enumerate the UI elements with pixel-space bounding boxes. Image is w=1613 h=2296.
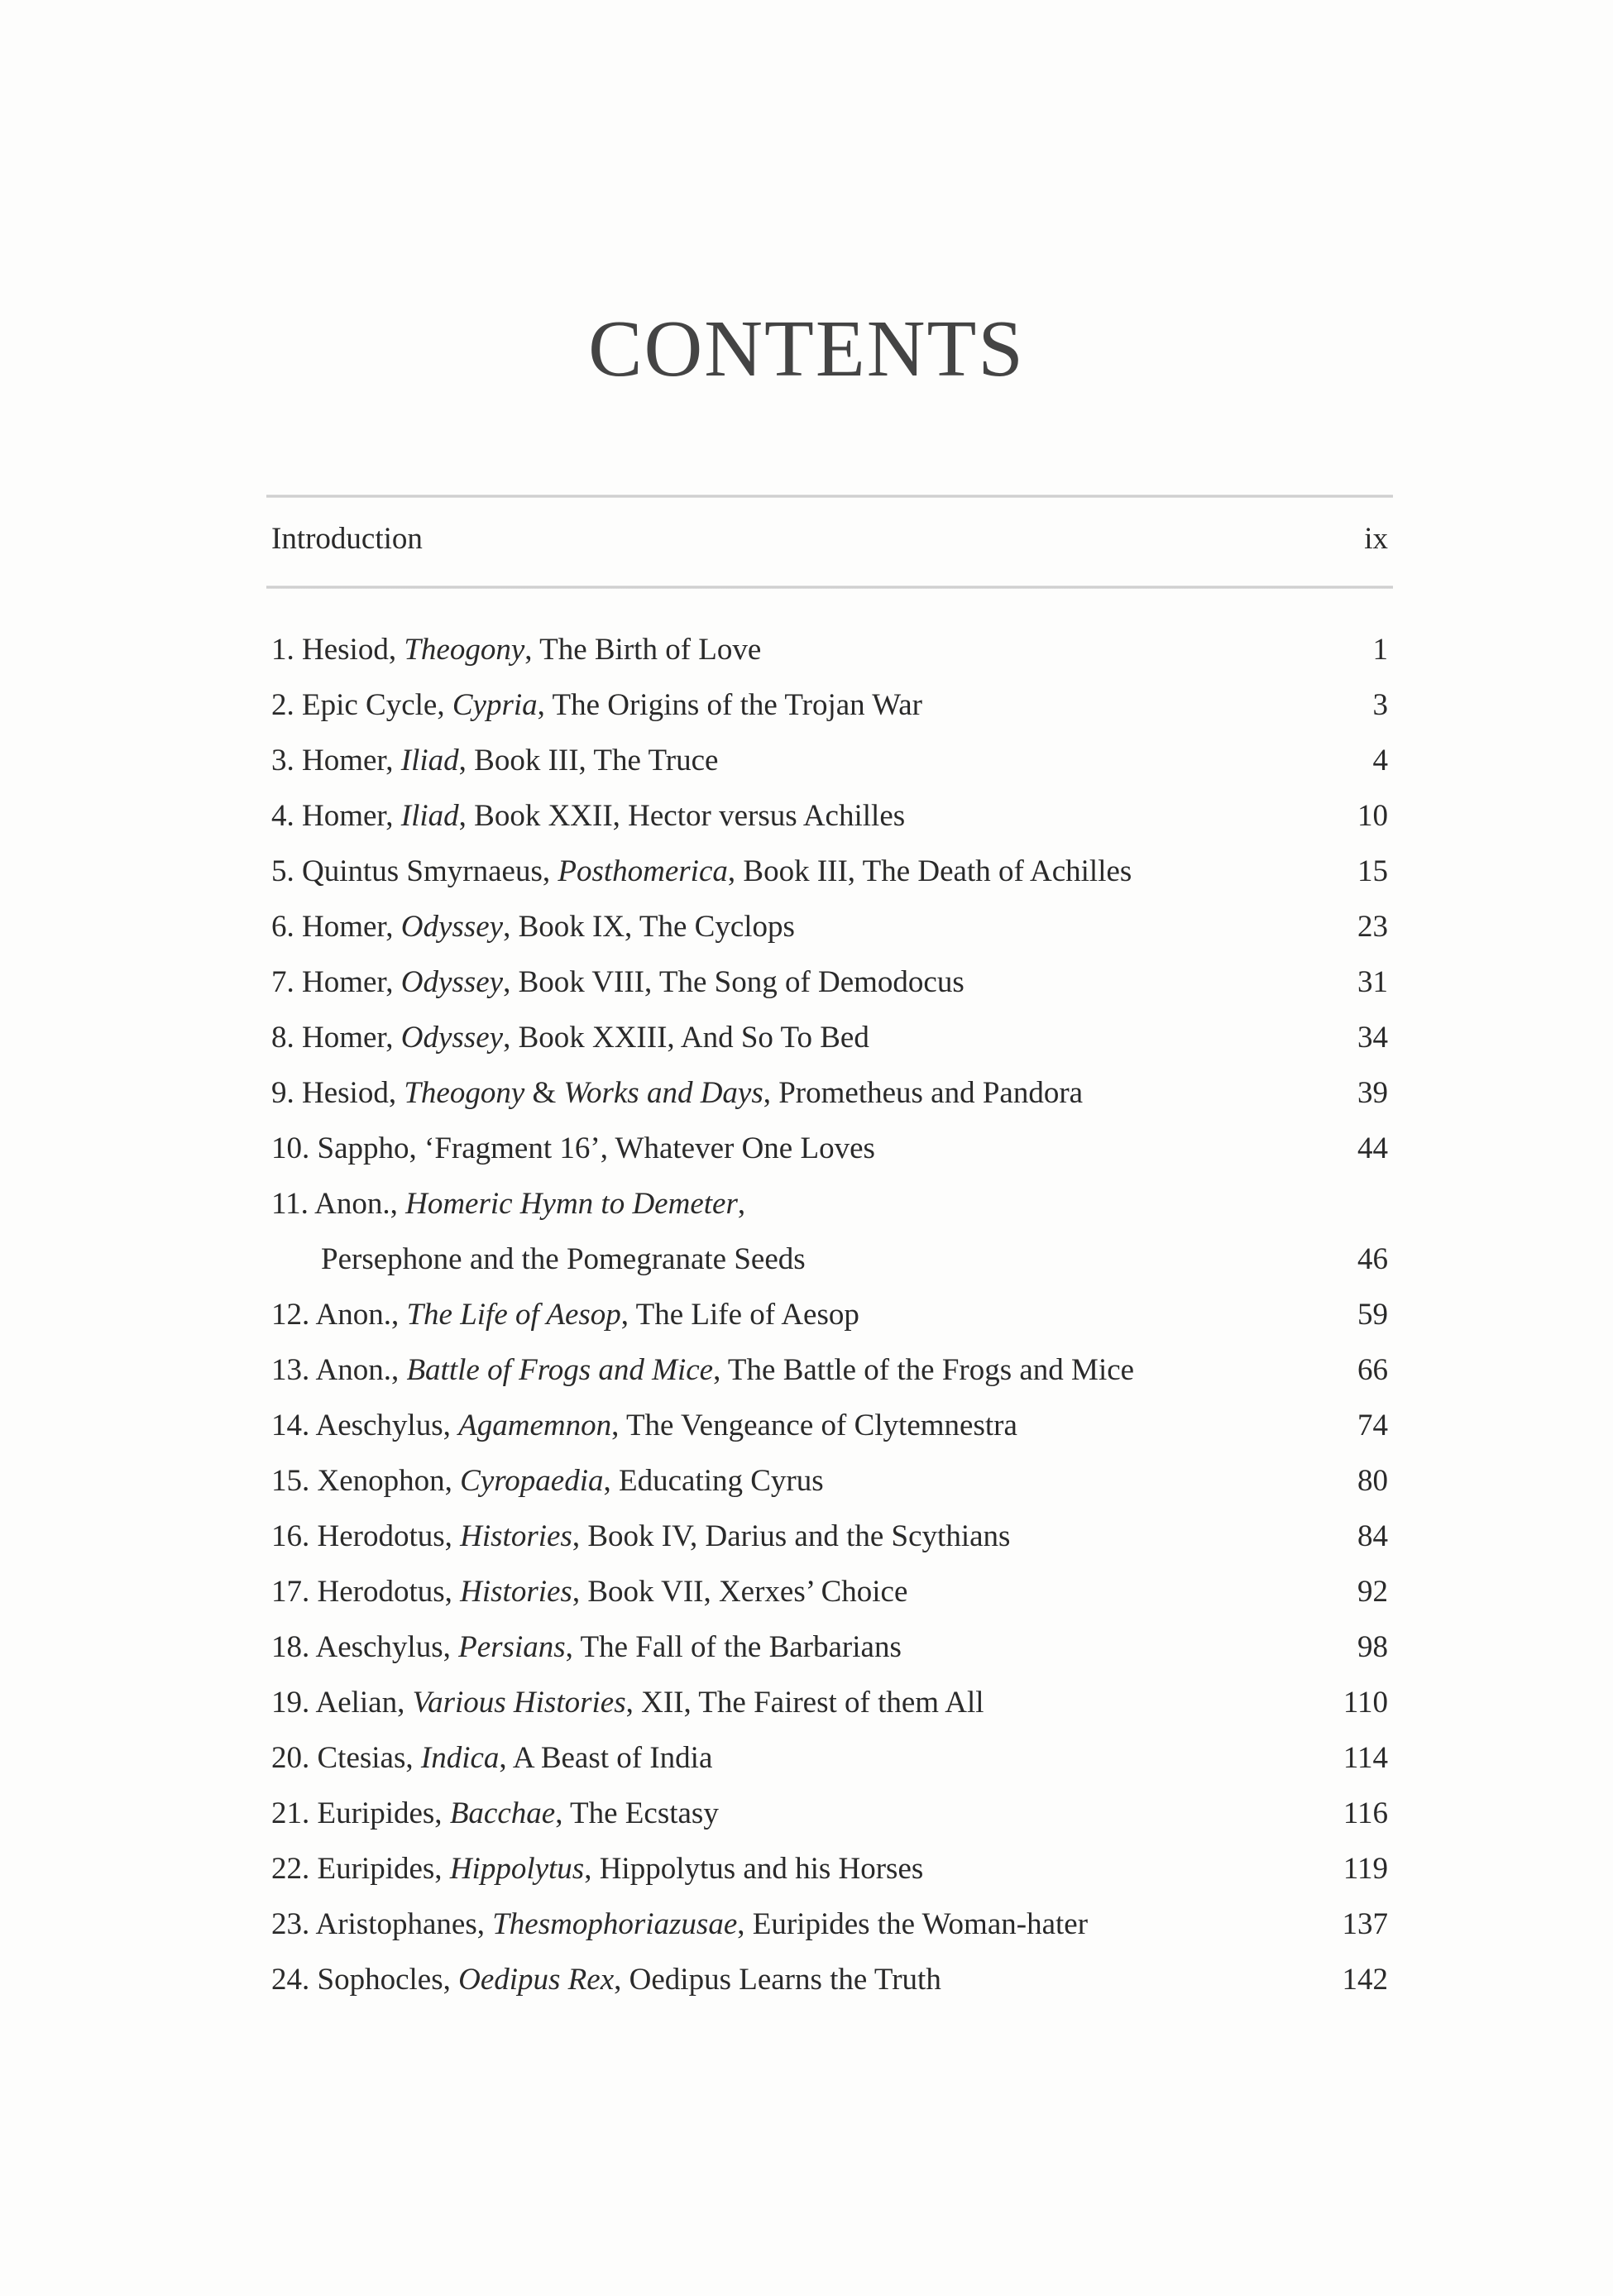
entry-title: Book XXIII, And So To Bed [518,1021,869,1055]
page-number: 39 [1357,1076,1388,1110]
entry-work: Iliad [400,744,459,777]
entry-title: Book III, The Truce [474,744,719,777]
entry-line [271,1897,1088,1952]
entry-title: The Ecstasy [570,1796,719,1830]
entry-line [271,1065,1083,1121]
entry-author: Aelian, [315,1686,405,1720]
entry-line [271,844,1132,899]
entry-line [271,1121,875,1176]
entry-number: 2. [271,688,294,722]
entry-text [271,1786,719,1841]
toc-entry[interactable] [271,1952,1388,2007]
entry-author: Ctesias, [317,1741,414,1775]
entry-separator: , [584,1852,592,1886]
page-number: 3 [1372,688,1388,722]
entry-line [271,1398,1017,1453]
entry-work: Posthomerica [558,854,728,888]
entry-author: Herodotus, [317,1575,452,1609]
entry-separator: , [503,910,511,944]
entry-number: 16. [271,1519,310,1553]
entry-author: Anon., [315,1298,400,1332]
entry-author: Aeschylus, [315,1409,451,1442]
entry-separator: , [763,1076,771,1110]
page-number: 114 [1343,1741,1388,1775]
entry-line [271,1176,806,1232]
page-number: 44 [1357,1131,1388,1165]
page-number: 74 [1357,1409,1388,1442]
entry-separator: , [524,633,533,667]
entry-title: The Origins of the Trojan War [552,688,922,722]
entry-text [271,1730,712,1786]
toc-entry[interactable] [271,954,1388,1010]
toc-entry[interactable] [271,677,1388,733]
entry-separator: , [572,1575,581,1609]
entry-text [271,788,905,844]
entry-title: The Vengeance of Clytemnestra [625,1409,1017,1442]
toc-entry[interactable] [271,622,1388,677]
page-number: 116 [1343,1796,1388,1830]
page-number: 31 [1357,965,1388,999]
entry-text [271,1398,1017,1453]
entry-work: Homeric Hymn to Demeter [405,1187,738,1221]
entry-separator: , [555,1796,563,1830]
toc-entry[interactable] [271,733,1388,788]
entry-line [271,622,761,677]
entry-text [271,733,718,788]
entry-line [271,1453,824,1509]
entry-author: Xenophon, [317,1464,452,1498]
entry-author: Homer, [302,910,394,944]
entry-line [271,1841,923,1897]
entry-text [271,1065,1083,1121]
entry-number: 11. [271,1187,309,1221]
entry-separator: , [620,1298,629,1332]
entry-work: Histories [460,1575,572,1609]
entry-number: 1. [271,633,294,667]
entry-title: The Battle of the Frogs and Mice [727,1353,1135,1387]
entry-text [271,899,795,954]
toc-entry[interactable] [271,1176,1388,1287]
entry-number: 20. [271,1741,310,1775]
entry-line [271,677,922,733]
page-number: 142 [1342,1963,1388,1997]
toc-entry[interactable] [271,1287,1388,1342]
entry-author: Homer, [302,744,394,777]
entry-title: A Beast of India [512,1741,713,1775]
entry-number: 22. [271,1852,310,1886]
entry-text [271,1287,859,1342]
entry-author: Quintus Smyrnaeus, [302,854,551,888]
entry-work: Thesmophoriazusae [492,1907,738,1941]
entry-work: Theogony [404,1076,525,1110]
entry-text [271,1619,902,1675]
page-number: 59 [1357,1298,1388,1332]
entry-number: 18. [271,1630,310,1664]
entry-author: Euripides, [317,1796,443,1830]
table-of-contents [271,622,1388,2007]
toc-entry[interactable] [271,1342,1388,1398]
page-number: 80 [1357,1464,1388,1498]
entry-title: Prometheus and Pandora [778,1076,1084,1110]
toc-entry[interactable] [271,1897,1388,1952]
entry-line [271,1010,869,1065]
entry-title: Educating Cyrus [619,1464,824,1498]
toc-entry[interactable] [271,844,1388,899]
page-number: 137 [1342,1907,1388,1941]
page-number: 34 [1357,1021,1388,1055]
entry-number: 19. [271,1686,310,1720]
entry-number: 13. [271,1353,310,1387]
entry-line [271,1509,1010,1564]
entry-line [271,1564,907,1619]
toc-entry[interactable] [271,1786,1388,1841]
entry-work: Iliad [400,799,459,833]
entry-title: Book VII, Xerxes’ Choice [587,1575,908,1609]
entry-separator: , [458,744,467,777]
entry-author: Sappho, [317,1131,417,1165]
entry-separator: , [611,1409,620,1442]
entry-separator: , [503,965,511,999]
entry-separator: , [503,1021,511,1055]
page-number: 23 [1357,910,1388,944]
entry-title: XII, The Fairest of them All [641,1686,984,1720]
entry-number: 12. [271,1298,310,1332]
page-title: CONTENTS [588,304,1025,394]
toc-entry[interactable] [271,1398,1388,1453]
entry-author: Aeschylus, [315,1630,451,1664]
entry-work: Odyssey [400,910,504,944]
entry-line [271,788,905,844]
entry-title: Oedipus Learns the Truth [629,1963,941,1997]
entry-work: Bacchae [449,1796,556,1830]
entry-title: Introduction [271,522,423,556]
entry-line [271,1952,941,2007]
entry-separator: , [572,1519,581,1553]
entry-work: Odyssey [400,1021,504,1055]
toc-entry[interactable] [271,1453,1388,1509]
entry-work: Hippolytus [449,1852,585,1886]
page-number: 66 [1357,1353,1388,1387]
entry-work: Cyropaedia [460,1464,604,1498]
entry-work: Agamemnon [458,1409,612,1442]
entry-title: Euripides the Woman-hater [752,1907,1089,1941]
entry-text [271,1841,923,1897]
entry-number: 10. [271,1131,310,1165]
entry-work: The Life of Aesop [406,1298,621,1332]
entry-text [271,1342,1134,1398]
entry-number: 15. [271,1464,310,1498]
entry-title: Book XXII, Hector versus Achilles [474,799,906,833]
entry-work: Histories [460,1519,572,1553]
entry-line [271,1619,902,1675]
entry-conjunction: & [524,1076,564,1110]
entry-text [271,954,964,1010]
toc-entry[interactable] [271,788,1388,844]
entry-separator: , [458,799,467,833]
page-number: 46 [1357,1242,1388,1276]
entry-line [271,733,718,788]
entry-work: Various Histories [412,1686,626,1720]
entry-separator: , [614,1963,622,1997]
toc-entry[interactable] [271,1564,1388,1619]
entry-number: 14. [271,1409,310,1442]
entry-separator: , [565,1630,573,1664]
page-number: 98 [1357,1630,1388,1664]
page-number: 84 [1357,1519,1388,1553]
entry-number: 24. [271,1963,310,1997]
entry-work: Works and Days [563,1076,763,1110]
entry-title: Book IV, Darius and the Scythians [587,1519,1011,1553]
entry-number: 21. [271,1796,310,1830]
entry-author: Herodotus, [317,1519,452,1553]
entry-separator: , [537,688,545,722]
entry-separator: , [603,1464,611,1498]
entry-separator: , [727,854,736,888]
entry-number: 4. [271,799,294,833]
page-number: 1 [1372,633,1388,667]
top-divider [266,495,1393,498]
entry-title: The Life of Aesop [635,1298,859,1332]
entry-number: 6. [271,910,294,944]
entry-text [271,1176,806,1287]
entry-number: 9. [271,1076,294,1110]
entry-text [271,1564,907,1619]
entry-title: Book IX, The Cyclops [518,910,795,944]
toc-entry[interactable] [271,1675,1388,1730]
entry-separator: , [737,1187,746,1221]
entry-number: 5. [271,854,294,888]
entry-author: Anon., [315,1353,400,1387]
page-number: ix [1364,522,1388,556]
entry-separator: , [737,1907,745,1941]
page-number: 119 [1343,1852,1388,1886]
toc-entry[interactable] [271,899,1388,954]
toc-entry[interactable] [271,1065,1388,1121]
entry-line [271,1675,984,1730]
entry-work: Cypria [452,688,538,722]
entry-text [271,844,1132,899]
bottom-divider [266,586,1393,589]
entry-title: Book III, The Death of Achilles [743,854,1132,888]
entry-author: Anon., [314,1187,398,1221]
entry-line [271,1287,859,1342]
entry-work: ‘Fragment 16’, [424,1131,608,1165]
entry-line [271,954,964,1010]
entry-line [271,899,795,954]
toc-entry[interactable] [271,1730,1388,1786]
entry-line [271,1730,712,1786]
entry-author: Epic Cycle, [302,688,445,722]
entry-separator: , [499,1741,507,1775]
entry-text [271,1453,824,1509]
entry-separator: , [713,1353,721,1387]
toc-entry[interactable] [271,1619,1388,1675]
entry-number: 17. [271,1575,310,1609]
entry-text [271,622,761,677]
entry-separator: , [625,1686,634,1720]
page-number: 92 [1357,1575,1388,1609]
entry-title: Whatever One Loves [615,1131,875,1165]
entry-line [271,1786,719,1841]
entry-work: Theogony [404,633,525,667]
entry-text [271,1897,1088,1952]
entry-author: Aristophanes, [315,1907,485,1941]
entry-text [271,1675,984,1730]
entry-text [271,1010,869,1065]
entry-text [271,677,922,733]
entry-title: The Birth of Love [539,633,762,667]
entry-author: Euripides, [317,1852,443,1886]
entry-author: Homer, [302,965,394,999]
toc-entry-introduction[interactable] [271,511,1388,567]
page-number: 15 [1357,854,1388,888]
page-number: 10 [1357,799,1388,833]
entry-work: Oedipus Rex [458,1963,615,1997]
entry-author: Hesiod, [302,633,397,667]
entry-title: The Fall of the Barbarians [580,1630,902,1664]
entry-number: 3. [271,744,294,777]
toc-entry[interactable] [271,1121,1388,1176]
page-number: 110 [1343,1686,1388,1720]
entry-number: 7. [271,965,294,999]
entry-author: Homer, [302,799,394,833]
entry-text [271,1952,941,2007]
entry-title-continuation: Persephone and the Pomegranate Seeds [321,1242,806,1276]
entry-author: Sophocles, [317,1963,451,1997]
entry-work: Indica [420,1741,500,1775]
entry-title: Hippolytus and his Horses [599,1852,924,1886]
entry-text [271,1509,1010,1564]
toc-entry[interactable] [271,1010,1388,1065]
entry-work: Battle of Frogs and Mice [406,1353,714,1387]
entry-number: 23. [271,1907,310,1941]
entry-author: Homer, [302,1021,394,1055]
entry-text [271,1121,875,1176]
toc-entry[interactable] [271,1841,1388,1897]
page-number: 4 [1372,744,1388,777]
entry-work: Odyssey [400,965,504,999]
entry-line [271,1342,1134,1398]
entry-work: Persians [458,1630,566,1664]
entry-author: Hesiod, [302,1076,397,1110]
toc-entry[interactable] [271,1509,1388,1564]
entry-title: Book VIII, The Song of Demodocus [518,965,964,999]
entry-number: 8. [271,1021,294,1055]
